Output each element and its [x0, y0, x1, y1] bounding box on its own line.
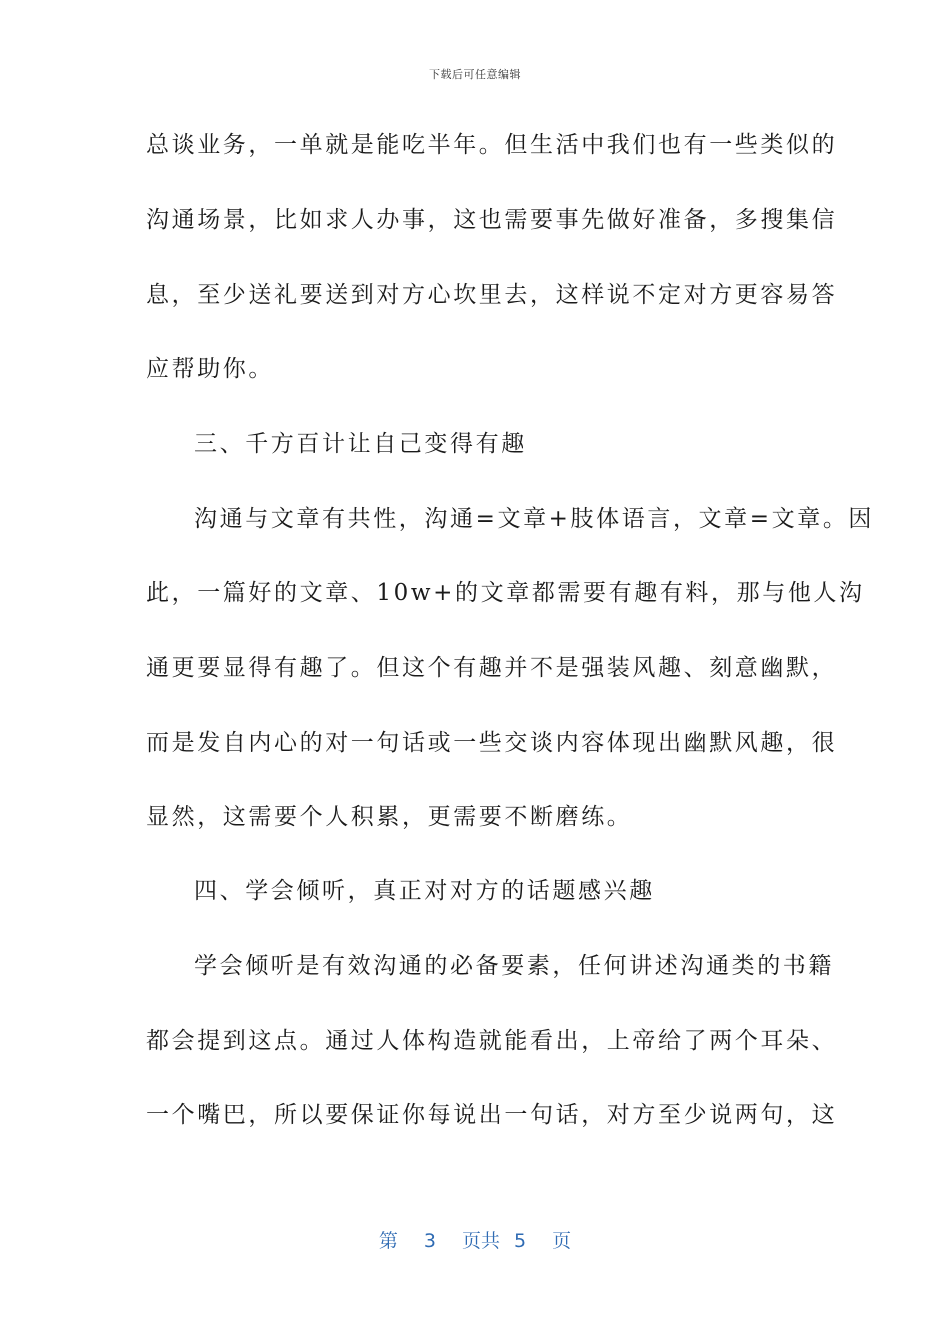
body-line: 沟通与文章有共性，沟通=文章+肢体语言，文章=文章。因: [194, 506, 875, 532]
body-line: 息，至少送礼要送到对方心坎里去，这样说不定对方更容易答: [146, 282, 838, 308]
body-line: 此，一篇好的文章、10w+的文章都需要有趣有料，那与他人沟: [146, 580, 865, 606]
body-line: 沟通场景，比如求人办事，这也需要事先做好准备，多搜集信: [146, 207, 838, 233]
footer-prefix: 第: [378, 1230, 398, 1252]
footer-middle: 页共: [461, 1230, 500, 1252]
section-heading-3: 三、千方百计让自己变得有趣: [194, 431, 527, 457]
body-line: 都会提到这点。通过人体构造就能看出，上帝给了两个耳朵、: [146, 1028, 838, 1054]
footer-suffix: 页: [552, 1230, 572, 1252]
body-line: 学会倾听是有效沟通的必备要素，任何讲述沟通类的书籍: [194, 953, 834, 979]
body-line: 而是发自内心的对一句话或一些交谈内容体现出幽默风趣，很: [146, 730, 838, 756]
page-footer: [0, 1226, 950, 1253]
section-heading-4: 四、学会倾听，真正对对方的话题感兴趣: [194, 878, 655, 904]
footer-total-pages: 5: [514, 1230, 527, 1252]
body-line: 一个嘴巴，所以要保证你每说出一句话，对方至少说两句，这: [146, 1102, 838, 1128]
footer-current-page: 3: [423, 1230, 436, 1252]
page-header-note: 下载后可任意编辑: [429, 68, 521, 81]
body-line: 总谈业务，一单就是能吃半年。但生活中我们也有一些类似的: [146, 132, 838, 158]
body-line: 通更要显得有趣了。但这个有趣并不是强装风趣、刻意幽默，: [146, 655, 838, 681]
body-line: 应帮助你。: [146, 356, 274, 382]
body-line: 显然，这需要个人积累，更需要不断磨练。: [146, 804, 633, 830]
